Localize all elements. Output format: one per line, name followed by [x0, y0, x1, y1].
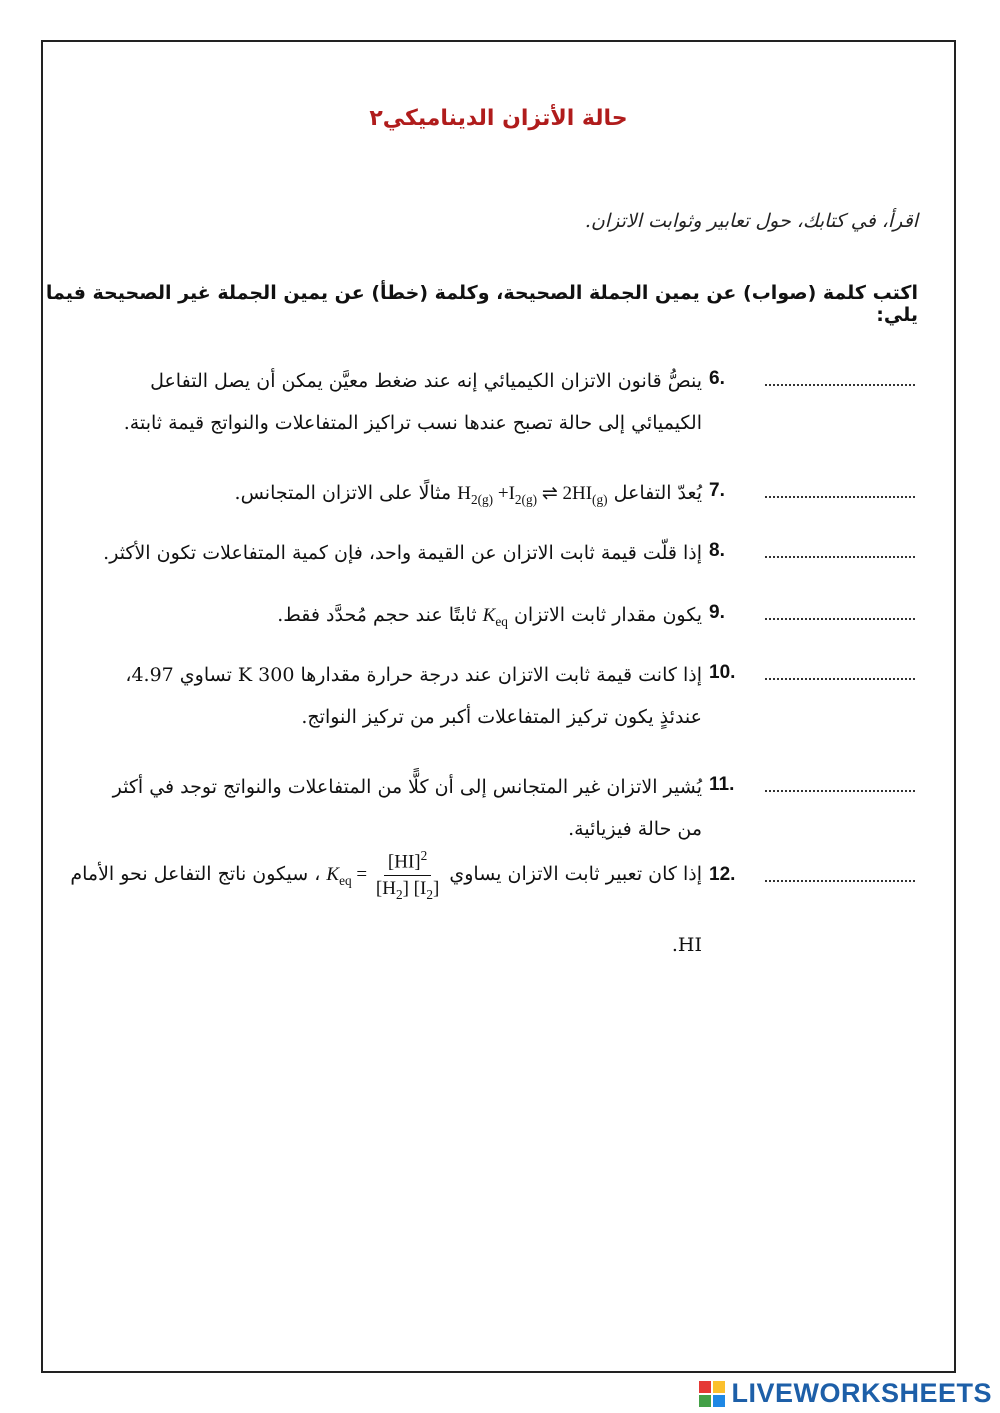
question-text: إذا قلّت قيمة ثابت الاتزان عن القيمة واحد، فإن كمية المتفاعلات تكون الأكثر. — [103, 542, 702, 564]
text-before: يكون مقدار ثابت الاتزان — [513, 604, 702, 626]
intro-text: اقرأ، في كتابك، حول تعابير وثوابت الاتزان. — [584, 210, 918, 232]
question-number: 12. — [709, 864, 736, 885]
question-number: 8. — [709, 540, 725, 561]
answer-blank-12[interactable] — [765, 880, 915, 882]
liveworksheets-logo[interactable] — [699, 1378, 992, 1409]
brand-name: LIVEWORKSHEETS — [731, 1378, 992, 1408]
worksheet-title: حالة الأتزان الديناميكي٢ — [369, 106, 628, 131]
keq-expression: $K_{eq}$ = $\frac{[HI]^2}{[H_2] [I_2]}$ — [326, 843, 443, 913]
logo-icon — [699, 1381, 725, 1407]
worksheet-page — [41, 40, 956, 1373]
question-text — [43, 842, 702, 977]
fraction: $\frac{[HI]^2}{[H_2] [I_2]}$ — [376, 843, 439, 908]
answer-blank-10[interactable] — [765, 678, 915, 680]
question-text: إذا كانت قيمة ثابت الاتزان عند درجة حرارة مقدارها 300 K تساوي 4.97، عندئذٍ يكون تركيز المتفاعلات أكبر من تركيز النواتج. — [125, 664, 702, 728]
text-after: ثابتًا عند حجم مُحدَّد فقط. — [277, 604, 477, 626]
question-text — [235, 472, 702, 521]
answer-blank-9[interactable] — [765, 618, 915, 620]
text-after: ، سيكون ناتج التفاعل نحو الأمام HI. — [70, 863, 702, 956]
question-number: 11. — [709, 774, 735, 795]
reaction-equation: $H_{2(g)} +I_{2(g)}$ ⇌ $2HI_{(g)}$ — [457, 483, 608, 507]
question-text: ينصُّ قانون الاتزان الكيميائي إنه عند ضغط معيَّن يمكن أن يصل التفاعل الكيميائي إلى حالة تصبح عندها نسب تراكيز المتفاعلات والنواتج قيمة ثابتة. — [123, 370, 702, 434]
question-number: 10. — [709, 662, 736, 683]
question-number: 6. — [709, 368, 725, 389]
answer-blank-7[interactable] — [765, 496, 915, 498]
text-before: يُعدّ التفاعل — [613, 482, 702, 504]
answer-blank-11[interactable] — [765, 790, 915, 792]
keq-symbol: $K_{eq}$ — [482, 605, 508, 629]
question-text — [277, 594, 702, 643]
instruction-text: اكتب كلمة (صواب) عن يمين الجملة الصحيحة، وكلمة (خطأ) عن يمين الجملة غير الصحيحة فيما يلي: — [45, 282, 918, 326]
answer-blank-6[interactable] — [765, 384, 915, 386]
answer-blank-8[interactable] — [765, 556, 915, 558]
text-after: مثالًا على الاتزان المتجانس. — [234, 482, 452, 504]
question-number: 7. — [709, 480, 725, 501]
question-text: يُشير الاتزان غير المتجانس إلى أن كلًّا من المتفاعلات والنواتج توجد في أكثر من حالة فيزيائية. — [112, 776, 702, 840]
question-number: 9. — [709, 602, 725, 623]
text-before: إذا كان تعبير ثابت الاتزان يساوي — [449, 863, 702, 885]
